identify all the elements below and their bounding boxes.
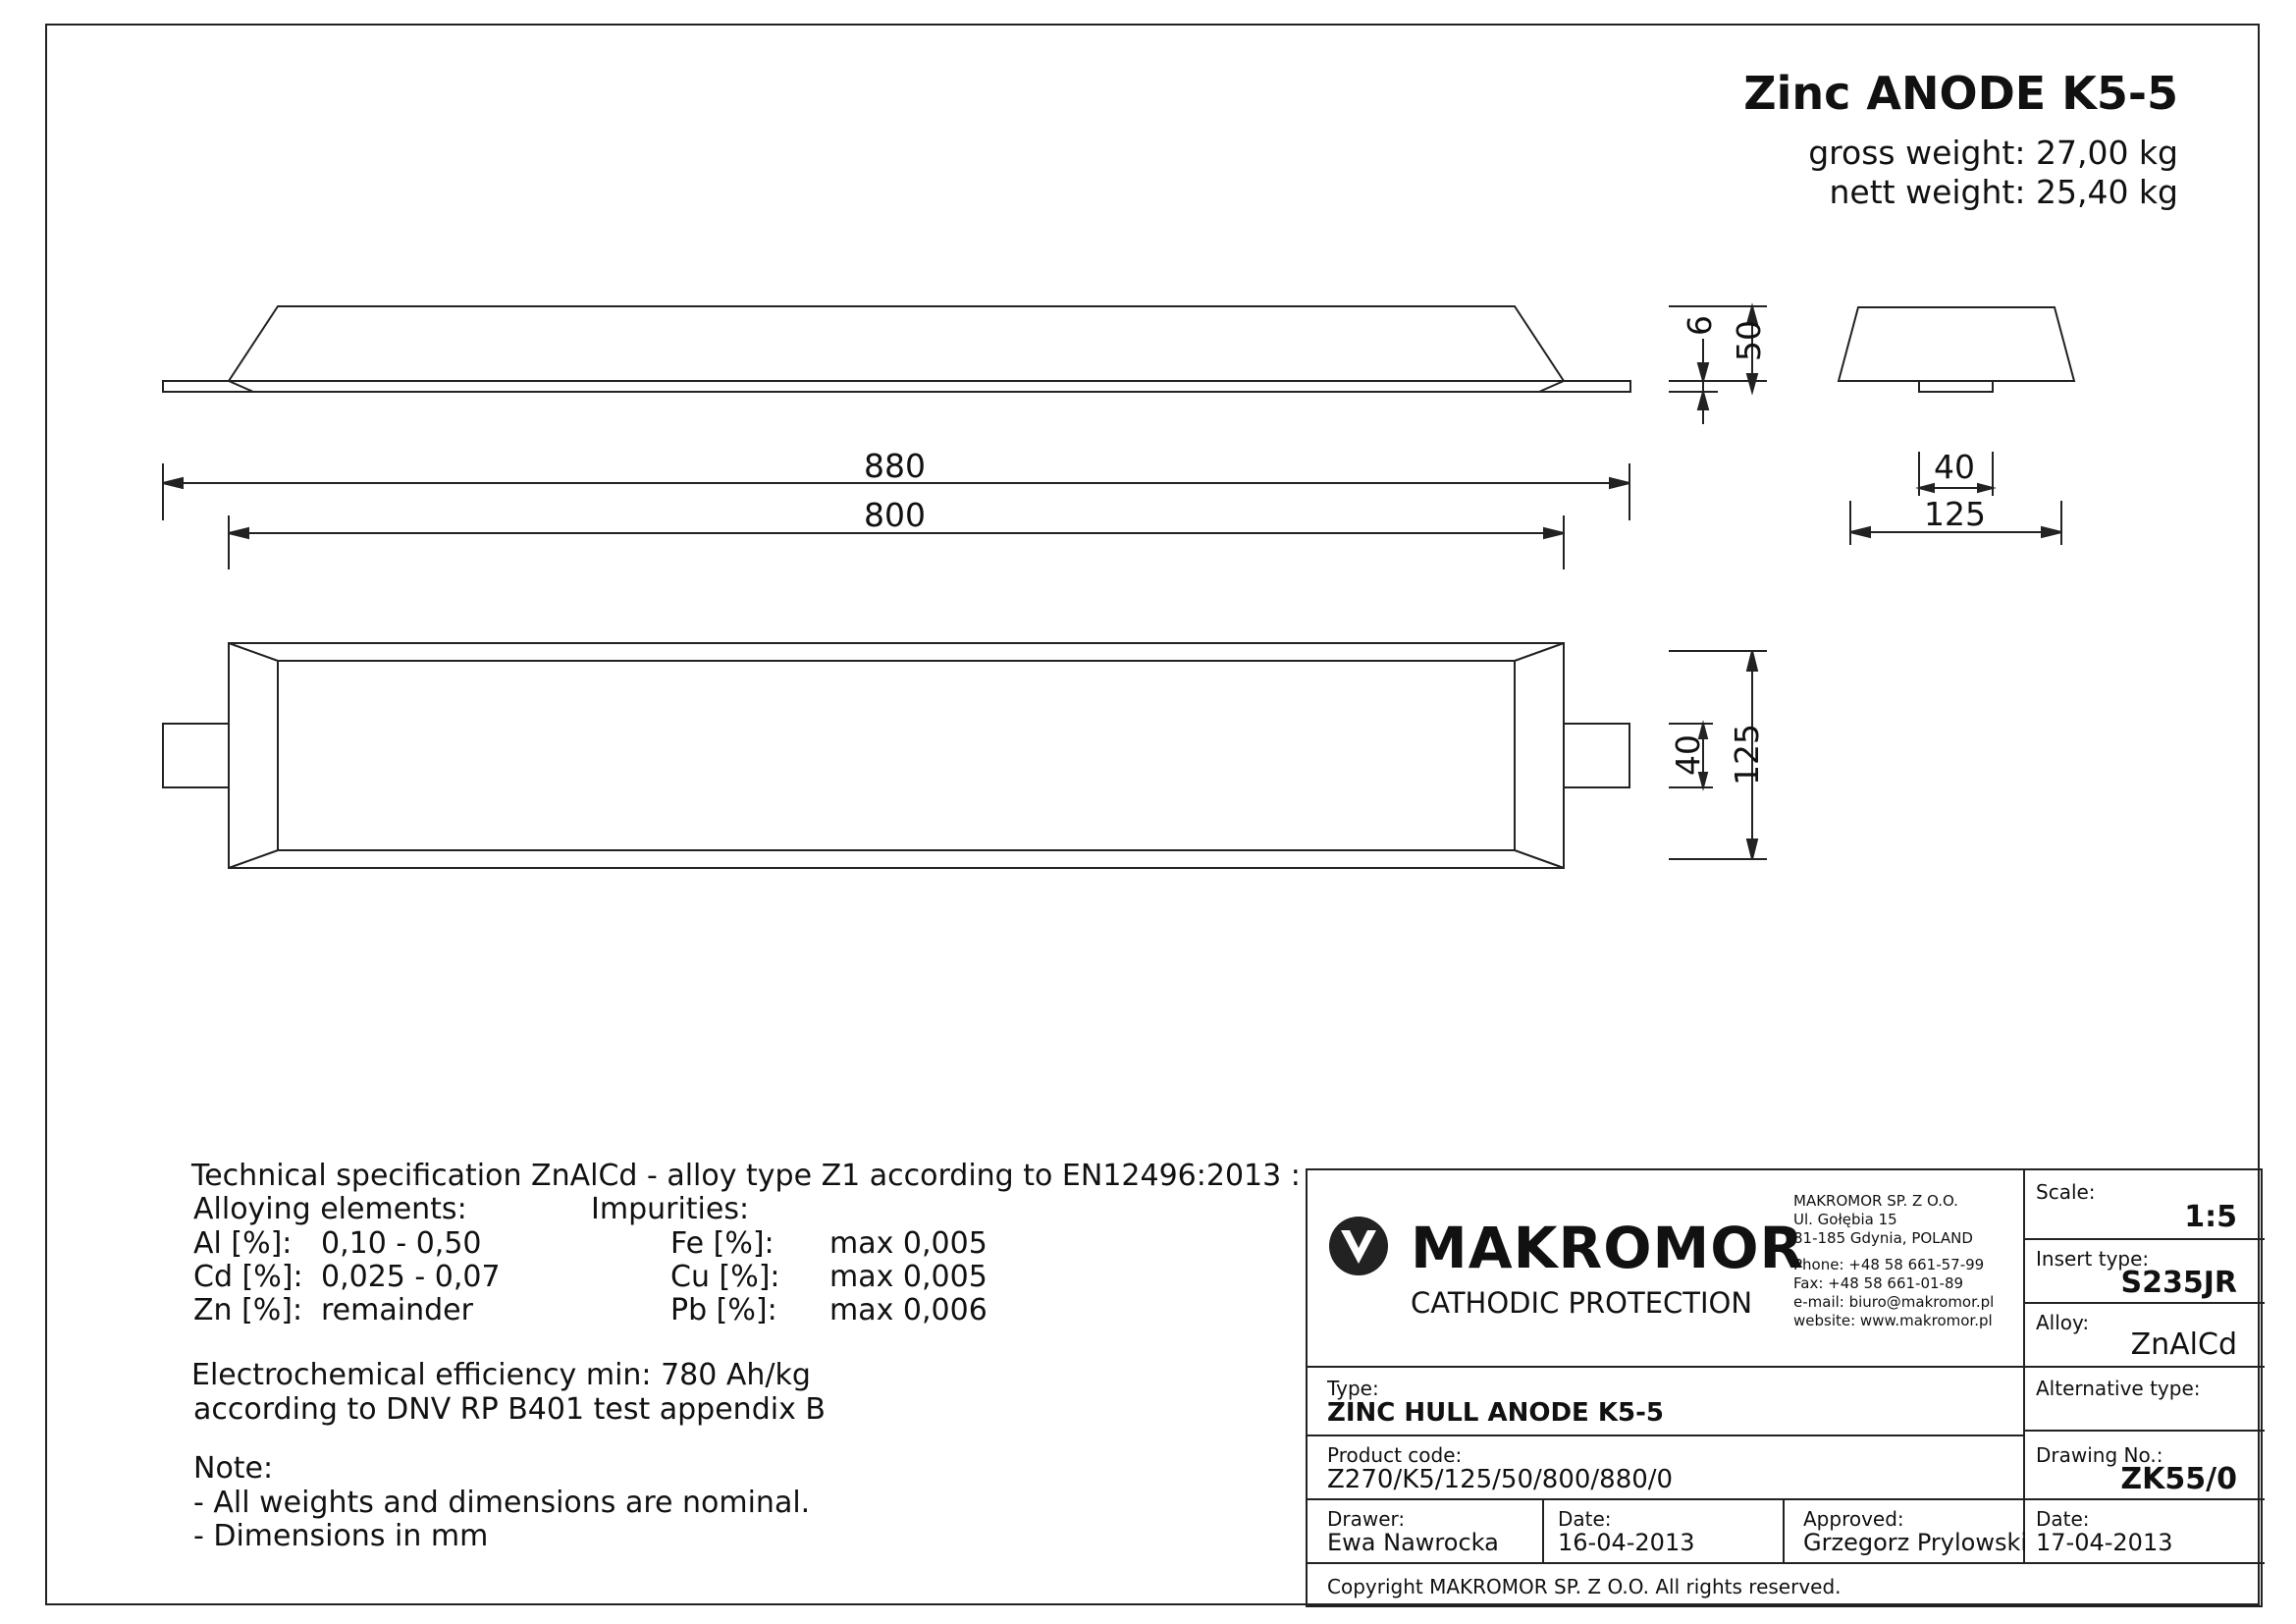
spec-title: Technical specification ZnAlCd - alloy type Z1 according to EN12496:2013 : [191, 1159, 1301, 1193]
impurity-el: Cu [%]: [670, 1260, 780, 1294]
address-line: website: www.makromor.pl [1793, 1312, 1993, 1329]
address-line: MAKROMOR SP. Z O.O. [1793, 1192, 1958, 1210]
insert-type-label: Insert type: [2036, 1247, 2150, 1271]
drawing-title: Zinc ANODE K5-5 [1743, 67, 2178, 120]
insert-type-value: S235JR [2120, 1266, 2237, 1300]
dim-50: 50 [1730, 320, 1768, 361]
date-label: Date: [1558, 1507, 1612, 1531]
note-2: - Dimensions in mm [193, 1519, 489, 1553]
company-address [1793, 1192, 1994, 1330]
side-view [163, 306, 1630, 392]
address-line: 81-185 Gdynia, POLAND [1793, 1229, 1973, 1247]
address-line [1793, 1248, 1994, 1256]
alloy-val: 0,10 - 0,50 [321, 1226, 482, 1261]
type-label: Type: [1327, 1377, 1379, 1400]
alloy-el: Zn [%]: [193, 1293, 303, 1327]
drawer-value: Ewa Nawrocka [1327, 1529, 1499, 1556]
dim-880: 880 [864, 447, 926, 485]
alloy-el: Al [%]: [193, 1226, 293, 1261]
dim-40-top: 40 [1669, 734, 1707, 776]
alloy-label: Alloy: [2036, 1311, 2090, 1334]
top-view [163, 643, 1629, 868]
dim-125-top: 125 [1728, 724, 1766, 785]
nett-weight-value: 25,40 kg [2035, 173, 2178, 211]
impurities-label: Impurities: [591, 1192, 750, 1226]
efficiency-line-1: Electrochemical efficiency min: 780 Ah/kg [191, 1358, 811, 1392]
alloy-val: 0,025 - 0,07 [321, 1260, 501, 1294]
alloy-el: Cd [%]: [193, 1260, 303, 1294]
drawing-no-label: Drawing No.: [2036, 1443, 2163, 1467]
product-code-label: Product code: [1327, 1443, 1463, 1467]
note-label: Note: [193, 1451, 274, 1486]
dim-800: 800 [864, 496, 926, 534]
type-value: ZINC HULL ANODE K5-5 [1327, 1398, 1664, 1428]
dim-6: 6 [1681, 315, 1719, 336]
product-code-value: Z270/K5/125/50/800/880/0 [1327, 1465, 1674, 1494]
drawer-label: Drawer: [1327, 1507, 1406, 1531]
dim-40-end: 40 [1934, 448, 1975, 486]
scale-value: 1:5 [2184, 1200, 2237, 1234]
efficiency-line-2: according to DNV RP B401 test appendix B [193, 1392, 826, 1427]
alloy-value: ZnAlCd [2130, 1327, 2237, 1362]
impurity-val: max 0,005 [829, 1226, 988, 1261]
alloy-val: remainder [321, 1293, 473, 1327]
gross-weight-value: 27,00 kg [2035, 134, 2178, 172]
nett-weight-label: nett weight: [1829, 173, 2026, 211]
impurity-el: Fe [%]: [670, 1226, 774, 1261]
alloying-label: Alloying elements: [193, 1192, 467, 1226]
note-1: - All weights and dimensions are nominal. [193, 1486, 811, 1520]
impurity-val: max 0,006 [829, 1293, 988, 1327]
copyright: Copyright MAKROMOR SP. Z O.O. All rights reserved. [1327, 1575, 1842, 1598]
address-line: e-mail: biuro@makromor.pl [1793, 1293, 1995, 1311]
gross-weight-label: gross weight: [1808, 134, 2026, 172]
approved-label: Approved: [1803, 1507, 1904, 1531]
end-view [1839, 307, 2074, 392]
address-line: Fax: +48 58 661-01-89 [1793, 1274, 1964, 1292]
address-line: Phone: +48 58 661-57-99 [1793, 1256, 1985, 1273]
alternative-type-label: Alternative type: [2036, 1377, 2201, 1400]
dim-125-end: 125 [1924, 495, 1986, 533]
makromor-logo-icon [1327, 1215, 1390, 1277]
drawing-no-value: ZK55/0 [2120, 1462, 2237, 1496]
scale-label: Scale: [2036, 1180, 2096, 1204]
approval-date-label: Date: [2036, 1507, 2090, 1531]
company-name: MAKROMOR [1411, 1215, 1805, 1281]
address-line: Ul. Gołębia 15 [1793, 1211, 1897, 1228]
date-value: 16-04-2013 [1558, 1529, 1695, 1556]
approval-date-value: 17-04-2013 [2036, 1529, 2173, 1556]
title-block [1306, 1168, 2263, 1607]
company-subtitle: CATHODIC PROTECTION [1411, 1286, 1753, 1320]
impurity-el: Pb [%]: [670, 1293, 777, 1327]
approved-value: Grzegorz Prylowski [1803, 1529, 2028, 1556]
impurity-val: max 0,005 [829, 1260, 988, 1294]
